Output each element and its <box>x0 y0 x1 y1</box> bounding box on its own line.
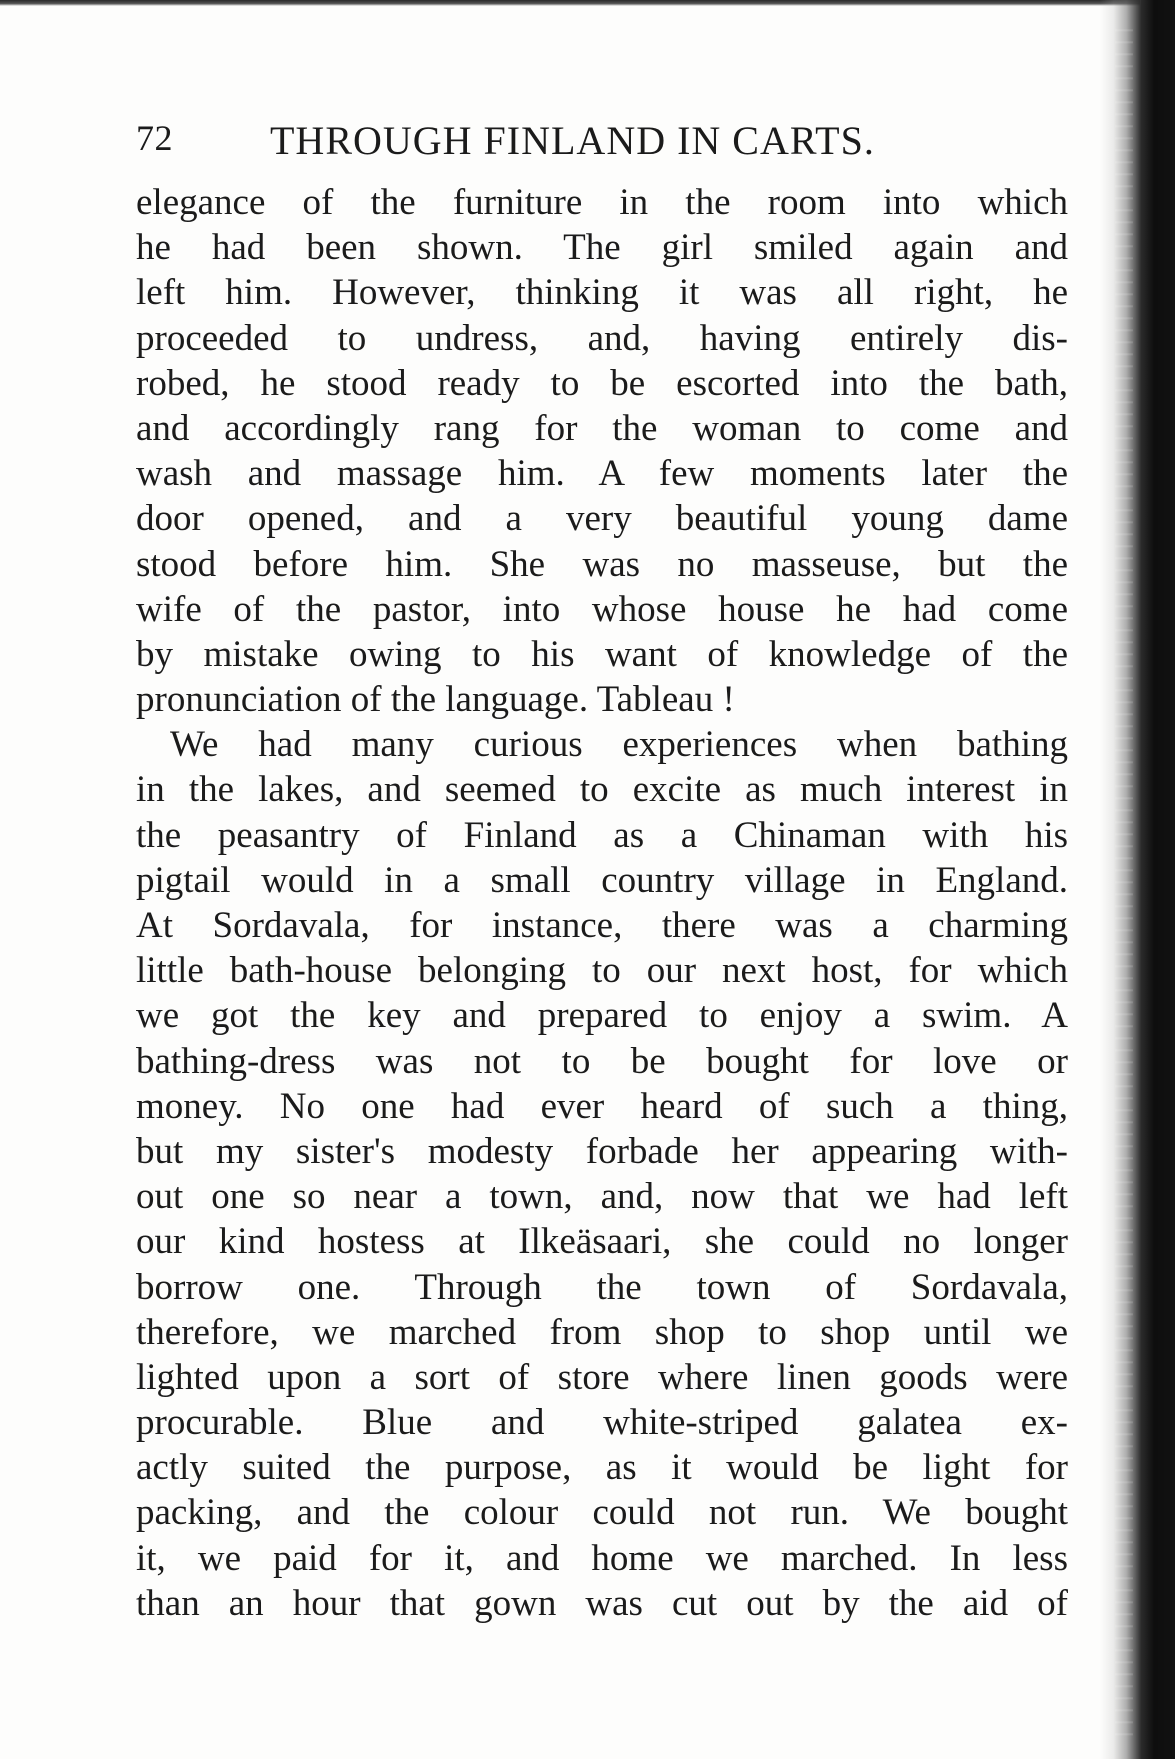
text-line: left him. However, thinking it was all right, he <box>136 272 1068 314</box>
running-title: THROUGH FINLAND IN CARTS. <box>270 118 875 163</box>
text-line: it, we paid for it, and home we marched. In less <box>136 1537 1068 1579</box>
page-number: 72 <box>136 118 173 158</box>
page-gutter-shadow <box>1100 0 1175 1759</box>
text-line: than an hour that gown was cut out by the aid of <box>136 1582 1068 1624</box>
text-line: At Sordavala, for instance, there was a charming <box>136 905 1068 946</box>
text-line: robed, he stood ready to be escorted into the bath, <box>136 362 1068 404</box>
text-line: therefore, we marched from shop to shop until we <box>136 1311 1068 1353</box>
running-head <box>136 117 1096 167</box>
text-line: actly suited the purpose, as it would be light for <box>136 1447 1068 1489</box>
text-line: elegance of the furniture in the room into which <box>136 182 1068 223</box>
top-edge-rule <box>0 0 1140 6</box>
text-line: out one so near a town, and, now that we had left <box>136 1176 1068 1218</box>
gutter-texture <box>1115 20 1133 1740</box>
text-line: but my sister's modesty forbade her appearing with- <box>136 1130 1068 1172</box>
body-text <box>136 180 1068 1626</box>
text-line: bathing-dress was not to be bought for love or <box>136 1040 1068 1082</box>
text-line: door opened, and a very beautiful young dame <box>136 498 1068 540</box>
text-line: by mistake owing to his want of knowledge of the <box>136 633 1068 675</box>
text-line: the peasantry of Finland as a Chinaman with his <box>136 814 1068 856</box>
text-line: and accordingly rang for the woman to come and <box>136 407 1068 449</box>
text-line: we got the key and prepared to enjoy a swim. A <box>136 995 1068 1037</box>
text-line: wash and massage him. A few moments later the <box>136 453 1068 495</box>
text-line: stood before him. She was no masseuse, but the <box>136 543 1068 585</box>
paragraph-end-line: pronunciation of the language. Tableau ! <box>136 679 735 721</box>
text-line: pigtail would in a small country village in England. <box>136 859 1068 901</box>
text-line: borrow one. Through the town of Sordavala, <box>136 1266 1068 1308</box>
text-line: lighted upon a sort of store where linen goods were <box>136 1356 1068 1398</box>
text-line: packing, and the colour could not run. We bought <box>136 1492 1068 1534</box>
text-line: little bath-house belonging to our next host, for which <box>136 950 1068 992</box>
paragraph-start-line: We had many curious experiences when bathing <box>170 724 1068 766</box>
text-line: in the lakes, and seemed to excite as much interest in <box>136 769 1068 811</box>
text-line: proceeded to undress, and, having entirely dis- <box>136 317 1068 359</box>
text-line: our kind hostess at Ilkeäsaari, she could no longer <box>136 1221 1068 1263</box>
text-line: wife of the pastor, into whose house he had come <box>136 588 1068 630</box>
text-line: he had been shown. The girl smiled again and <box>136 227 1068 269</box>
text-line: procurable. Blue and white-striped galatea ex- <box>136 1402 1068 1444</box>
text-line: money. No one had ever heard of such a thing, <box>136 1085 1068 1127</box>
